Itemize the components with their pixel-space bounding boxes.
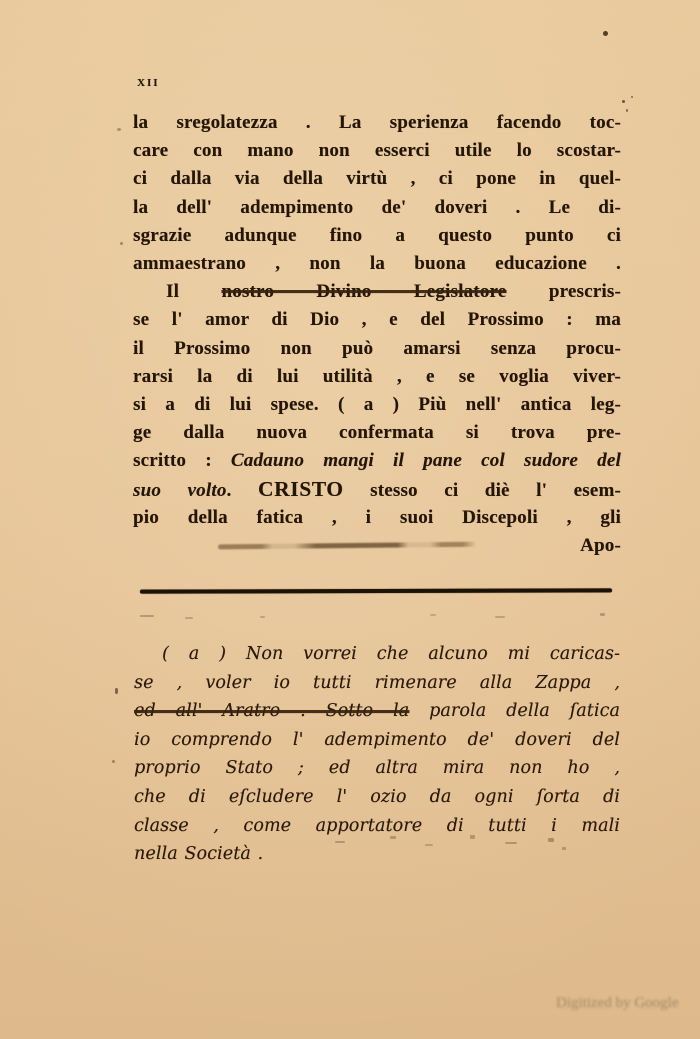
text-line: sgrazie adunque fino a questo punto ci: [133, 224, 621, 246]
footnote-line: nella Società .: [134, 844, 264, 865]
footnote-line: [134, 640, 620, 669]
footnote-line: se , voler io tutti rimenare alla Zappa ,: [134, 672, 620, 693]
ink-speck: [117, 128, 121, 131]
text-line: ci dalla via della virtù , ci pone in quel-: [133, 168, 621, 190]
ink-smudge-dash: [260, 616, 265, 618]
ink-speck: [115, 688, 118, 694]
ink-speck: [120, 242, 123, 245]
footnote-separator-rule: [140, 588, 612, 593]
text-line: il Prossimo non può amarsi senza procu-: [133, 337, 621, 359]
text-line: ge dalla nuova confermata si trova pre-: [133, 422, 621, 444]
text-segment: .: [226, 480, 258, 502]
footnote-marker: ( a ): [162, 644, 246, 664]
text-segment: prescris-: [506, 281, 621, 303]
text-line: la dell' adempimento de' doveri . Le di-: [133, 196, 621, 218]
text-line: ammaestrano , non la buona educazione .: [133, 252, 621, 274]
text-line: la sregolatezza . La sperienza facendo toc-: [133, 112, 621, 133]
ink-speck: [622, 100, 625, 103]
text-segment: parola della ſatica: [409, 701, 620, 722]
ink-smudge-dash: [562, 847, 566, 850]
text-line: pio della fatica , i suoi Discepoli , gli: [133, 506, 621, 528]
page-number: xii: [137, 74, 160, 90]
footnote-line: proprio Stato ; ed altra mira non ho ,: [134, 758, 620, 779]
ink-speck: [626, 109, 628, 112]
text-segment: scritto :: [133, 450, 231, 472]
ink-smudge-dash: [505, 842, 517, 844]
quoted-italic: suo volto: [133, 480, 227, 502]
ink-smudge-dash: [470, 835, 475, 839]
text-line: se l' amor di Dio , e del Prossimo : ma: [133, 309, 621, 331]
ink-smudge-dash: [548, 838, 554, 842]
text-segment: stesso ci diè l' esem-: [343, 480, 621, 502]
ink-smudge-dash: [430, 614, 436, 616]
ink-smudge-dash: [335, 841, 345, 843]
struck-text: ed all' Aratro . Sotto la: [134, 701, 410, 722]
footnote-block: [134, 640, 620, 869]
digitization-watermark: Digitized by Google: [556, 995, 679, 1011]
text-line: [133, 447, 621, 475]
ink-smudge-dash: [495, 616, 505, 618]
text-line: si a di lui spese. ( a ) Più nell' antica leg-: [133, 393, 621, 415]
ink-smudge-dash: [425, 844, 433, 846]
text-line: care con mano non esserci utile lo scostar-: [133, 140, 621, 162]
catchword: Apo-: [580, 534, 621, 556]
quoted-italic: Cadauno mangi il pane col sudore del: [230, 450, 621, 472]
footnote-line: [134, 697, 620, 726]
text-line: [133, 475, 621, 503]
text-line: rarsi la di lui utilità , e se voglia viver-: [133, 365, 621, 387]
struck-text: nostro Divino Legislatore: [221, 281, 507, 303]
text-line: [133, 278, 621, 306]
ink-smudge-dash: [185, 617, 193, 619]
footnote-line: classe , come apportatore di tutti i mali: [134, 815, 620, 836]
ink-smudge-dash: [140, 615, 154, 617]
ink-smudge-dash: [600, 613, 605, 616]
text-segment: Il: [166, 281, 222, 303]
text-segment: Non vorrei che alcuno mi caricas-: [245, 644, 620, 664]
main-text-block: [133, 109, 621, 560]
ink-speck: [112, 760, 115, 763]
ink-speck: [631, 96, 633, 98]
ink-speck: [603, 31, 608, 36]
footnote-line: che di eſcludere l' ozio da ogni ſorta di: [134, 786, 620, 807]
ink-smudge-dash: [390, 836, 396, 839]
cristo-caps: CRISTO: [257, 477, 344, 502]
footnote-line: io comprendo l' adempimento de' doveri del: [134, 729, 620, 750]
